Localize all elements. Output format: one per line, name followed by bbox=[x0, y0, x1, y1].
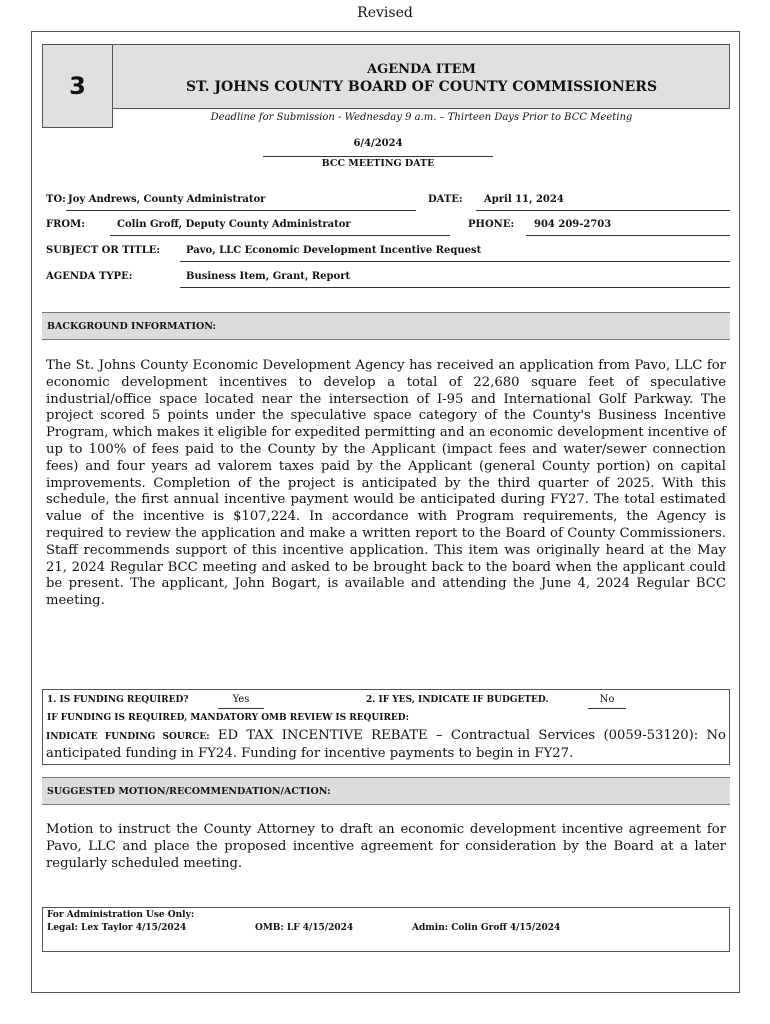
subject-underline bbox=[180, 261, 730, 262]
funding-source-text: ED TAX INCENTIVE REBATE – Contractual Services (0059-53120): No anticipated funding in FY24. Funding for incentive payments to begin in FY27. bbox=[46, 728, 726, 761]
agenda-type-underline bbox=[180, 287, 730, 288]
revised-label: Revised bbox=[357, 5, 413, 21]
subject-value: Pavo, LLC Economic Development Incentive Request bbox=[186, 245, 482, 256]
from-label: FROM: bbox=[46, 219, 85, 230]
funding-required-label: 1. IS FUNDING REQUIRED? bbox=[47, 695, 189, 705]
legal-signoff: Legal: Lex Taylor 4/15/2024 bbox=[47, 923, 187, 933]
budgeted-underline bbox=[588, 708, 626, 709]
date-value: April 11, 2024 bbox=[484, 194, 564, 205]
to-underline bbox=[66, 210, 416, 211]
funding-source bbox=[46, 728, 726, 762]
date-label: DATE: bbox=[428, 194, 463, 205]
subject-label: SUBJECT OR TITLE: bbox=[46, 245, 161, 256]
header-subtitle: ST. JOHNS COUNTY BOARD OF COUNTY COMMISSIONERS bbox=[185, 79, 658, 95]
item-number: 3 bbox=[69, 72, 86, 100]
agenda-type-label: AGENDA TYPE: bbox=[46, 271, 133, 282]
phone-label: PHONE: bbox=[468, 219, 515, 230]
admin-header: For Administration Use Only: bbox=[47, 910, 195, 920]
from-value: Colin Groff, Deputy County Administrator bbox=[117, 219, 351, 230]
admin-signoff: Admin: Colin Groff 4/15/2024 bbox=[412, 923, 561, 933]
funding-required-value: Yes bbox=[232, 694, 250, 705]
agenda-type-value: Business Item, Grant, Report bbox=[186, 271, 351, 282]
omb-signoff: OMB: LF 4/15/2024 bbox=[255, 923, 354, 933]
meeting-date: 6/4/2024 bbox=[353, 138, 403, 149]
motion-text: Motion to instruct the County Attorney to draft an economic development incentive agreement for Pavo, LLC and place the proposed incentive agreement for consideration by the Board at a later regularly scheduled meeting. bbox=[46, 822, 726, 871]
from-underline bbox=[110, 235, 450, 236]
deadline-note: Deadline for Submission - Wednesday 9 a.m. – Thirteen Days Prior to BCC Meeting bbox=[210, 112, 633, 123]
to-label: TO: bbox=[46, 194, 66, 205]
phone-underline bbox=[526, 235, 730, 236]
meeting-date-underline bbox=[263, 156, 493, 157]
background-text: The St. Johns County Economic Development Agency has received an application from Pavo, LLC for economic development incentives to develop a total of 22,680 square feet of speculative industrial/office space located near the intersection of I-95 and International Golf Parkway. The project scored 5 points under the speculative space category of the County's Business Incentive Program, which makes it eligible for expedited permitting and an economic development incentive of up to 100% of fees paid to the County by the Applicant (impact fees and water/sewer connection fees) and four years ad valorem taxes paid by the Applicant (general County portion) on capital improvements. Completion of the project is anticipated by the third quarter of 2025. With this schedule, the first annual incentive payment would be anticipated during FY27. The total estimated value of the incentive is $107,224. In accordance with Program requirements, the Agency is required to review the application and make a written report to the Board of County Commissioners. Staff recommends support of this incentive application. This item was originally heard at the May 21, 2024 Regular BCC meeting and asked to be brought back to the board when the applicant could be present. The applicant, John Bogart, is available and attending the June 4, 2024 Regular BCC meeting. bbox=[46, 358, 726, 609]
motion-title: SUGGESTED MOTION/RECOMMENDATION/ACTION: bbox=[47, 786, 331, 797]
to-value: Joy Andrews, County Administrator bbox=[68, 194, 266, 205]
funding-source-label: INDICATE FUNDING SOURCE: bbox=[46, 732, 210, 742]
date-underline bbox=[476, 210, 730, 211]
omb-review-note: IF FUNDING IS REQUIRED, MANDATORY OMB REVIEW IS REQUIRED: bbox=[47, 713, 409, 723]
budgeted-value: No bbox=[599, 694, 615, 705]
header-title: AGENDA ITEM bbox=[367, 62, 476, 77]
meeting-date-label: BCC MEETING DATE bbox=[321, 158, 435, 169]
funding-required-underline bbox=[218, 708, 264, 709]
background-title: BACKGROUND INFORMATION: bbox=[47, 321, 217, 332]
budgeted-label: 2. IF YES, INDICATE IF BUDGETED. bbox=[366, 695, 549, 705]
phone-value: 904 209-2703 bbox=[534, 219, 612, 230]
